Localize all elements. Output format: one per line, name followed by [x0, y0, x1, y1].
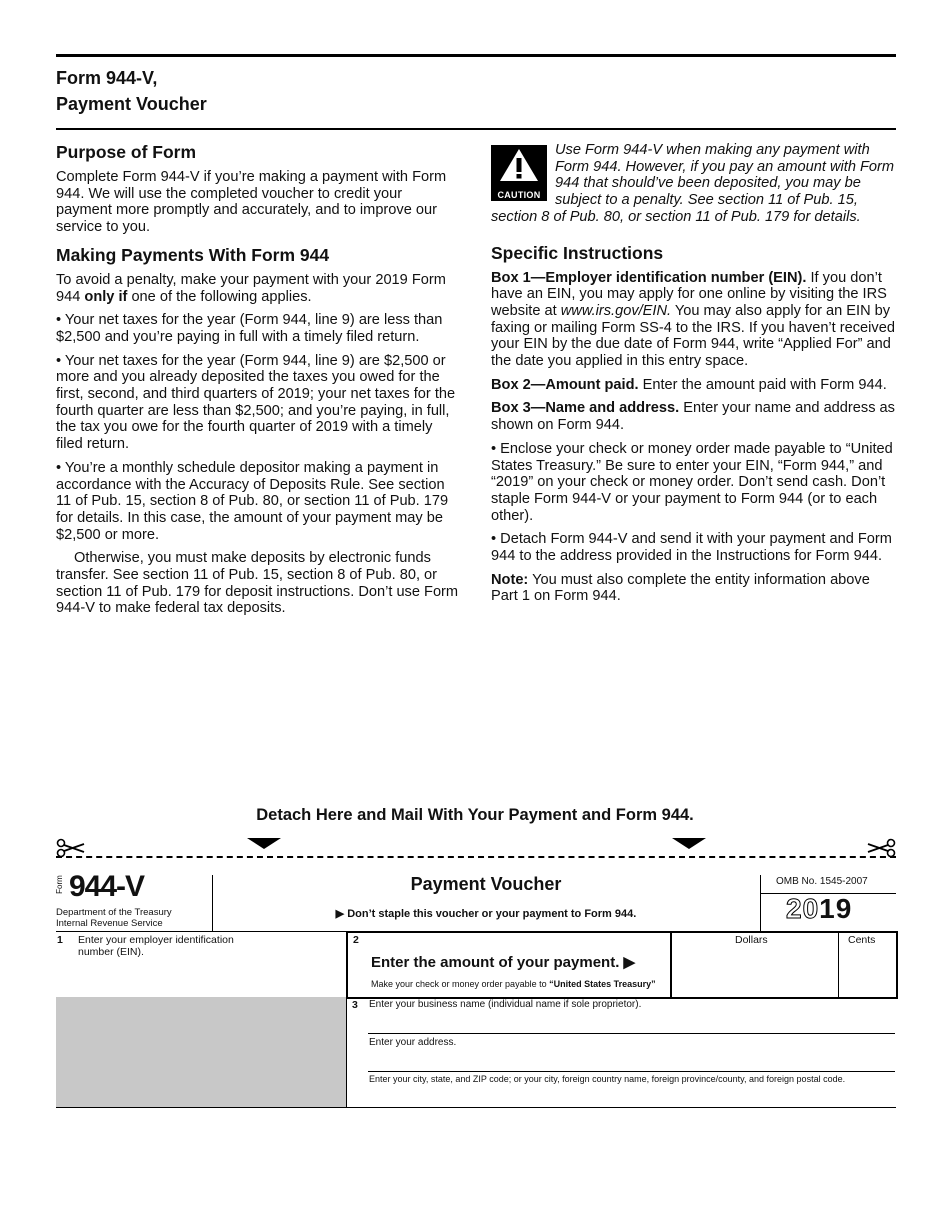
box2-instruction: Box 2—Amount paid. Enter the amount paid with Form 944.	[491, 376, 887, 393]
detach-bullet: • Detach Form 944-V and send it with your payment and Form 944 to the address provided in the Instructions for Form 944.	[491, 531, 892, 565]
purpose-heading: Purpose of Form	[56, 142, 197, 162]
title-rule	[56, 128, 896, 130]
cents-divider	[838, 931, 839, 997]
fold-arrow-icon-right	[672, 838, 706, 850]
amount-label: Enter the amount of your payment. ▶	[371, 954, 636, 971]
address-field[interactable]	[369, 1050, 895, 1070]
scissors-icon-left	[56, 838, 86, 858]
caution-text: Use Form 944-V when making any payment with Form 944. However, if you pay an amount with Form 944 that should’ve been deposited, you may be subject to a penalty. See section 11 of Pub. 15, section 8 of Pub. 80, or section 11 of Pub. 179 for details.	[491, 142, 895, 225]
dollars-field[interactable]	[673, 948, 837, 994]
caution-block	[491, 142, 896, 226]
cents-label: Cents	[848, 934, 876, 946]
ein-field[interactable]	[56, 960, 346, 996]
box3-instruction: Box 3—Name and address. Enter your name and address as shown on Form 944.	[491, 400, 895, 434]
name-line	[368, 1033, 895, 1034]
irs-ein-link[interactable]: www.irs.gov/EIN.	[560, 302, 672, 319]
address-label: Enter your address.	[369, 1037, 457, 1048]
condition-bullet-1: • Your net taxes for the year (Form 944, line 9) are less than $2,500 and you’re paying in full with a timely filed return.	[56, 312, 443, 345]
fold-arrow-icon-left	[247, 838, 281, 850]
purpose-text: Complete Form 944-V if you’re making a payment with Form 944. We will use the completed voucher to credit your payment more promptly and accurately, and to improve our service to you.	[56, 169, 447, 236]
specific-instructions-heading: Specific Instructions	[491, 242, 664, 263]
condition-bullet-3: • You’re a monthly schedule depositor making a payment in accordance with the Accuracy of Deposits Rule. See section 11 of Pub. 15, section 8 of Pub. 80, or section 11 of Pub. 179 for details. In this case, the amount of your payment may be $2,500 or more.	[56, 459, 449, 543]
tax-year: 2019	[786, 893, 853, 924]
voucher-divider-right	[760, 875, 761, 931]
right-column	[491, 142, 896, 612]
cents-field[interactable]	[840, 948, 894, 994]
voucher-bottom-rule	[56, 1107, 896, 1108]
enclose-bullet: • Enclose your check or money order made payable to “United States Treasury.” Be sure to enter your EIN, “Form 944,” and “2019” on your check or money order. Don’t send cash. Don’t staple Form 944-V or your payment to Form 944 (or to each other).	[491, 440, 893, 524]
making-payments-heading: Making Payments With Form 944	[56, 244, 330, 265]
dollars-label: Dollars	[735, 934, 768, 946]
box2-number: 2	[353, 934, 359, 946]
business-name-label: Enter your business name (individual name if sole proprietor).	[369, 999, 642, 1010]
address-line	[368, 1071, 895, 1072]
amount-divider	[670, 931, 672, 997]
box3-number: 3	[352, 999, 358, 1011]
city-state-zip-field[interactable]	[369, 1086, 895, 1106]
voucher-title: Payment Voucher	[410, 874, 562, 894]
note-paragraph: Note: You must also complete the entity information above Part 1 on Form 944.	[491, 571, 870, 605]
box1-number: 1	[57, 934, 63, 946]
shaded-area	[56, 997, 346, 1108]
top-rule	[56, 54, 896, 57]
making-payments-intro: To avoid a penalty, make your payment with your 2019 Form 944 only if one of the following applies.	[56, 271, 446, 305]
page-title: Form 944-V, Payment Voucher	[56, 68, 207, 114]
issuing-agency: Department of the Treasury Internal Revenue Service	[56, 907, 172, 929]
detach-instruction: Detach Here and Mail With Your Payment and Form 944.	[256, 806, 694, 824]
payable-note: Make your check or money order payable to “United States Treasury”	[371, 979, 656, 989]
scissors-icon-right	[866, 838, 896, 858]
form-word: Form	[54, 875, 64, 894]
cut-line	[56, 856, 896, 858]
left-column	[56, 142, 461, 624]
box3-left-border	[346, 997, 347, 1108]
omb-number: OMB No. 1545-2007	[776, 876, 868, 887]
caution-icon	[491, 145, 547, 201]
ein-label: Enter your employer identification number (EIN).	[78, 934, 234, 958]
box1-instruction: Box 1—Employer identification number (EIN). If you don’t have an EIN, you may apply for one online by visiting the IRS website at www.irs.gov/EIN. You may also apply for an EIN by faxing or mailing Form SS-4 to the IRS. If you haven’t received your EIN by the due date of Form 944, write “Applied For” and the date you applied in this entry space.	[491, 269, 895, 370]
caution-label: CAUTION	[497, 190, 541, 200]
otherwise-paragraph: Otherwise, you must make deposits by electronic funds transfer. See section 11 of Pub. 15, section 8 of Pub. 80, or section 11 of Pub. 179 for deposit instructions. Don’t use Form 944-V to make federal tax deposits.	[56, 550, 459, 617]
city-state-zip-label: Enter your city, state, and ZIP code; or your city, foreign country name, foreign province/county, and foreign postal code.	[369, 1074, 846, 1084]
staple-note: ▶ Don’t staple this voucher or your payment to Form 944.	[335, 908, 637, 920]
form-number: 944-V	[69, 870, 145, 903]
business-name-field[interactable]	[369, 1012, 895, 1032]
condition-bullet-2: • Your net taxes for the year (Form 944, line 9) are $2,500 or more and you already deposited the taxes you owed for the first, second, and third quarters of 2019; your net taxes for the fourth quarter are less than $2,500; and you’re paying, in full, the tax you owe for the fourth quarter of 2019 with a timely filed return.	[56, 352, 456, 453]
